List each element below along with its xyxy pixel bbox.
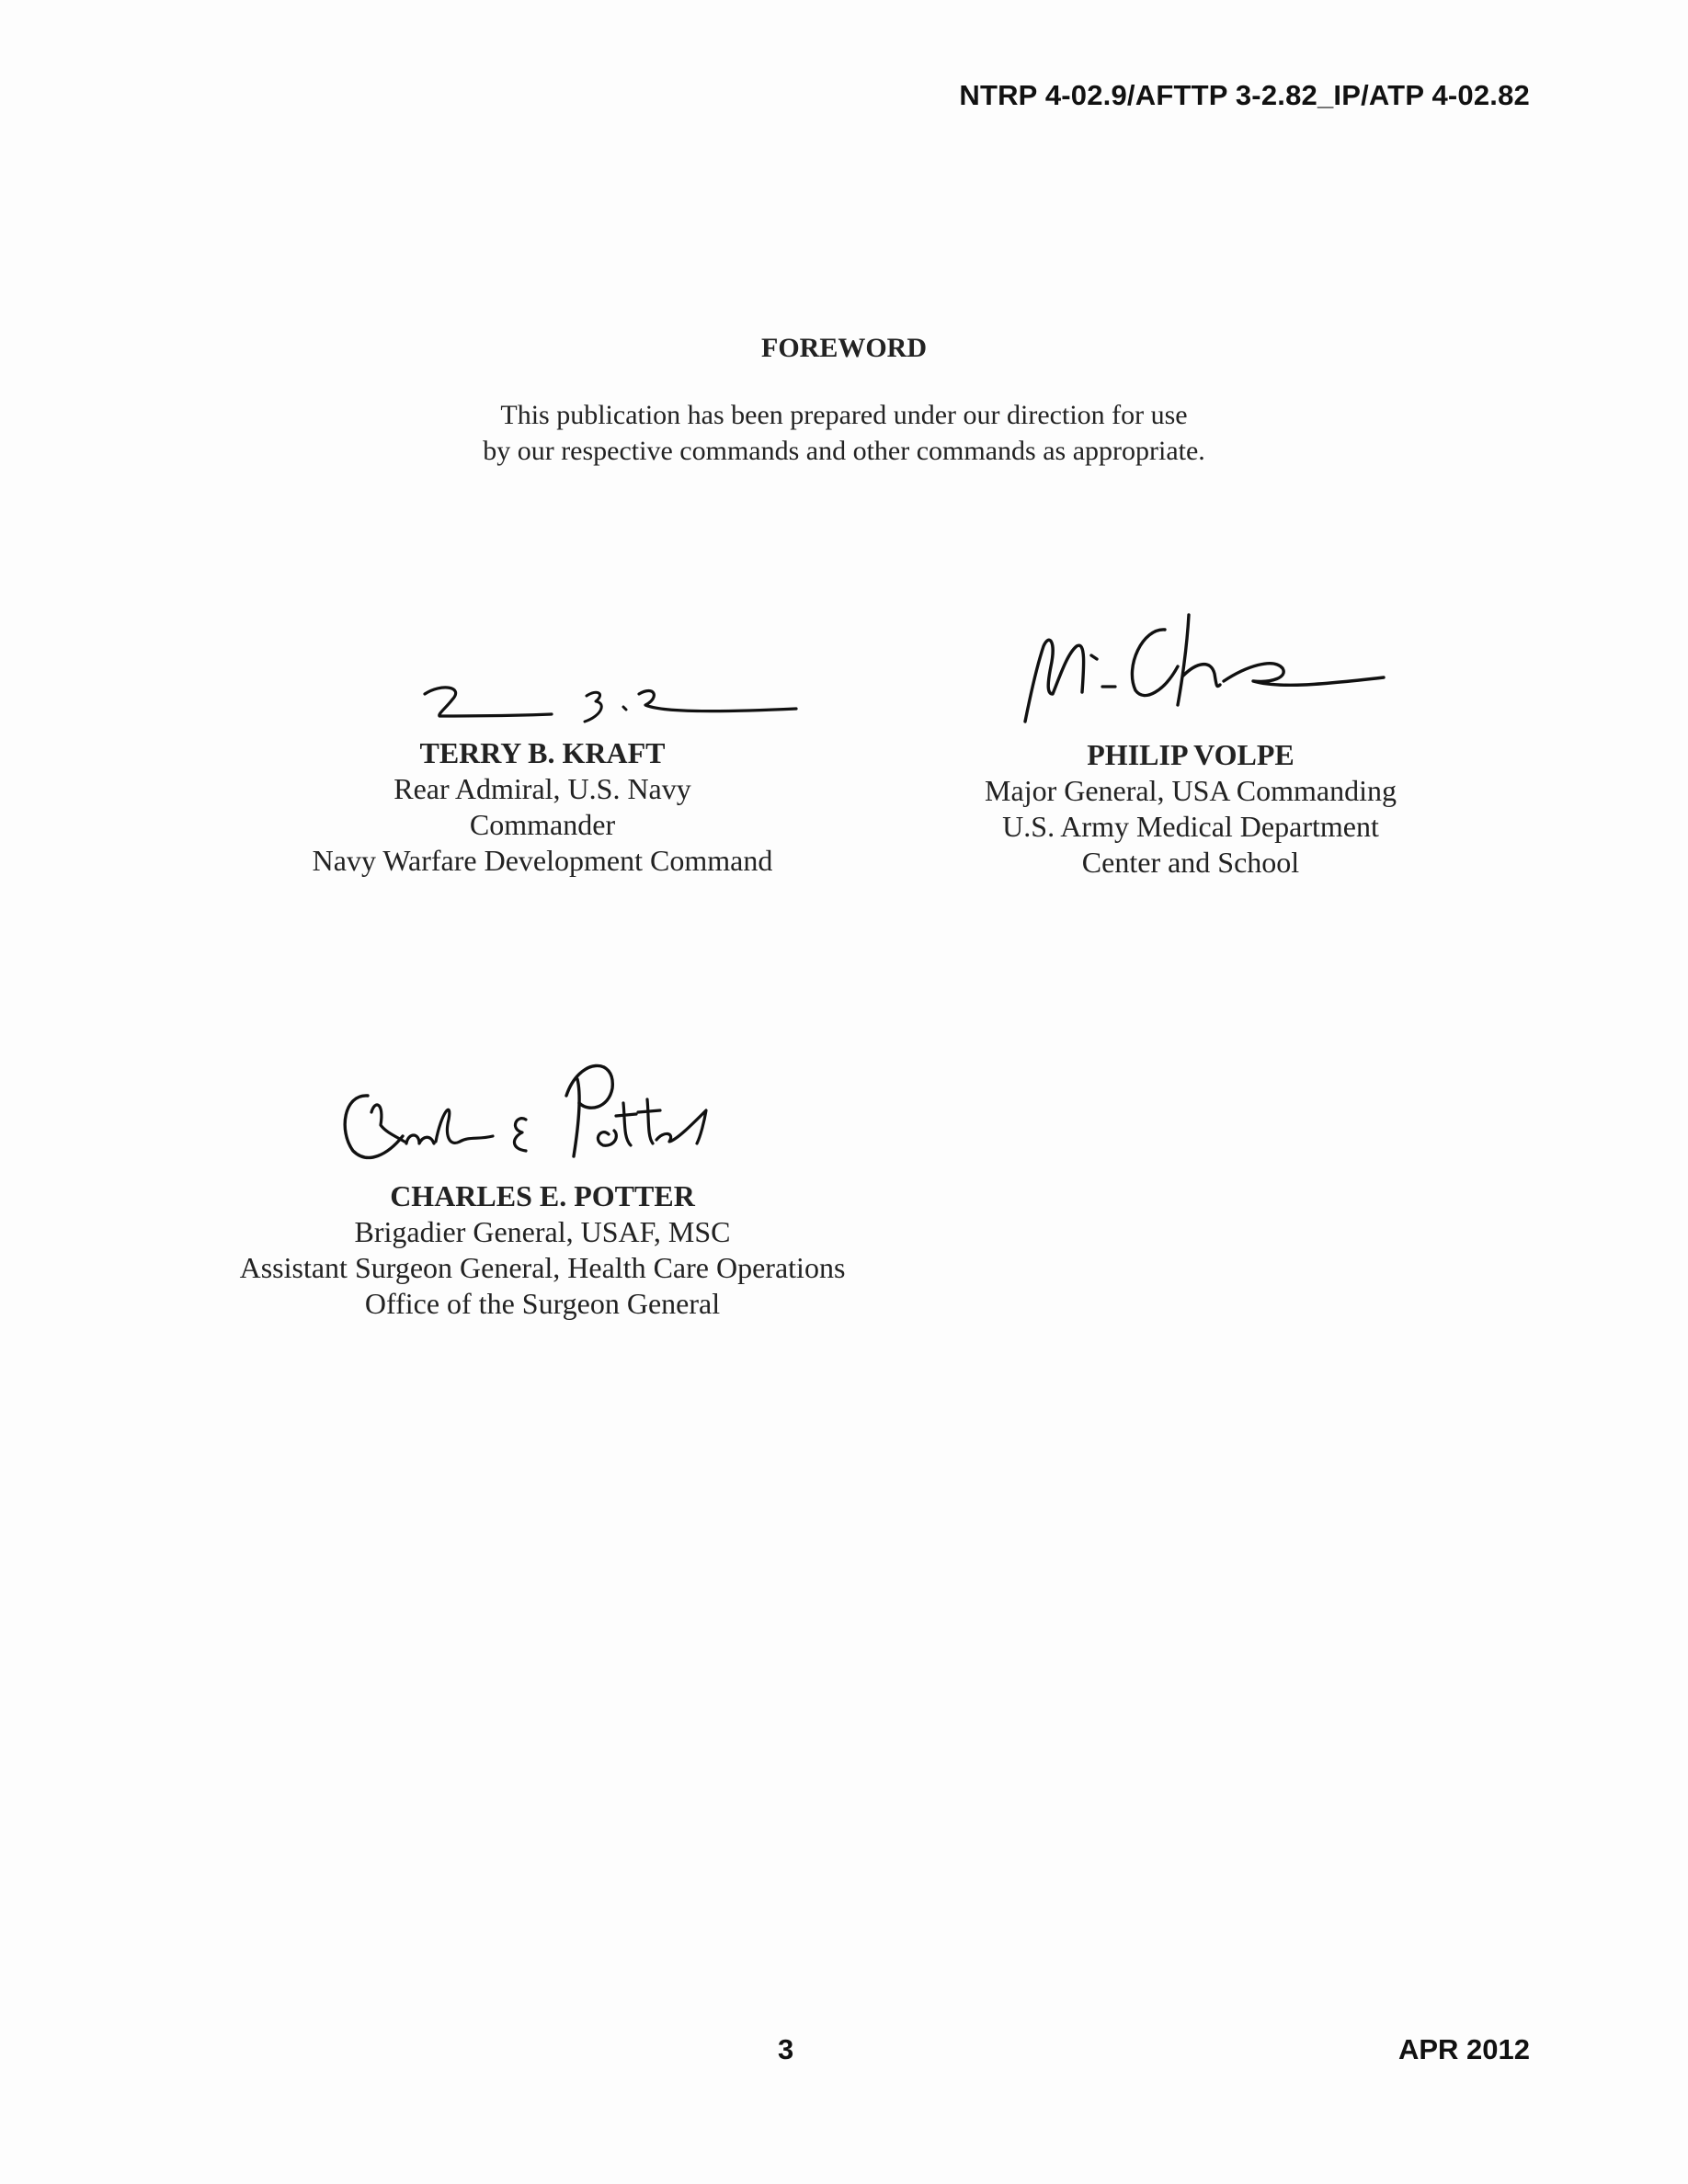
signatory-name: PHILIP VOLPE: [1087, 738, 1295, 771]
signatory-title: Center and School: [1081, 846, 1300, 879]
foreword-text: [0, 397, 1688, 469]
signatory-block-kraft: [267, 735, 818, 879]
signatory-title: Navy Warfare Development Command: [312, 844, 773, 877]
signatory-title: Rear Admiral, U.S. Navy: [393, 772, 691, 805]
signatory-block-potter: [193, 1178, 892, 1322]
signatory-name: CHARLES E. POTTER: [390, 1179, 695, 1212]
signature-potter: [331, 1048, 754, 1177]
page-number: 3: [778, 2033, 794, 2065]
publication-date: APR 2012: [1397, 2033, 1530, 2065]
signatory-title: U.S. Army Medical Department: [1002, 810, 1379, 843]
document-code: NTRP 4-02.9/AFTTP 3-2.82_IP/ATP 4-02.82: [959, 79, 1530, 111]
signatory-name: TERRY B. KRAFT: [419, 736, 666, 769]
foreword-line: by our respective commands and other commands as appropriate.: [483, 436, 1205, 466]
signatory-title: Brigadier General, USAF, MSC: [354, 1215, 731, 1248]
signatory-block-volpe: [915, 737, 1466, 881]
signatory-title: Office of the Surgeon General: [364, 1287, 721, 1320]
signatory-title: Commander: [469, 808, 616, 841]
foreword-line: This publication has been prepared under our direction for use: [500, 400, 1188, 430]
signatory-title: Assistant Surgeon General, Health Care Operations: [239, 1251, 846, 1284]
foreword-title: FOREWORD: [761, 333, 927, 363]
signature-volpe: [1007, 602, 1393, 731]
signature-kraft: [414, 676, 800, 740]
signatory-title: Major General, USA Commanding: [985, 774, 1397, 807]
